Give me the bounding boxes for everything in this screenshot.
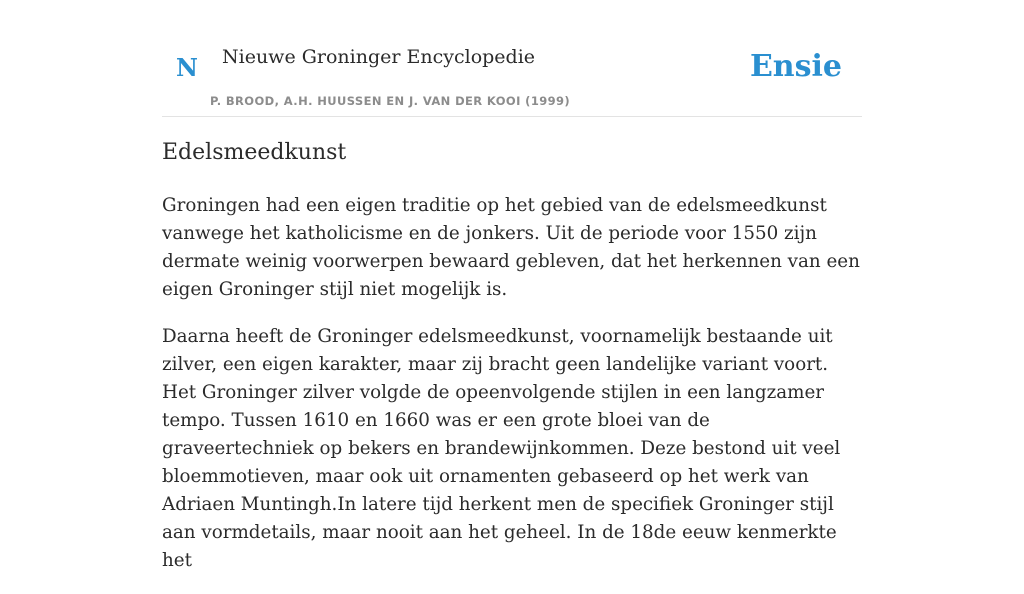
entry-paragraph: Daarna heeft de Groninger edelsmeedkunst, voornamelijk bestaande uit zilver, een eigen karakter, maar zij bracht geen landelijke variant voort. Het Groninger zilver volgde de opeenvolgende stijlen in een langzamer tempo. Tussen 1610 en 1660 was er een grote bloei van de graveertechniek op bekers en brandewijnkommen. Deze bestond uit veel bloemmotieven, maar ook uit ornamenten gebaseerd op het werk van Adriaen Muntingh.In latere tijd herkent men de specifiek Groninger stijl aan vormdetails, maar nooit aan het geheel. In de 18de eeuw kenmerkte het <box>162 326 841 571</box>
source-work-title[interactable]: Nieuwe Groninger Encyclopedie <box>222 46 536 68</box>
entry-paragraph: Groningen had een eigen traditie op het gebied van de edelsmeedkunst vanwege het katholicisme en de jonkers. Uit de periode voor 1550 zijn dermate weinig voorwerpen bewaard gebleven, dat het herkennen van een eigen Groninger stijl niet mogelijk is. <box>162 195 860 300</box>
source-header <box>162 0 862 117</box>
entry-page <box>162 0 862 571</box>
entry-body <box>162 192 862 594</box>
source-logo[interactable]: N <box>176 53 198 82</box>
entry-title: Edelsmeedkunst <box>162 140 347 165</box>
ensie-brand-logo[interactable]: Ensie <box>749 49 842 84</box>
source-authors: P. BROOD, A.H. HUUSSEN EN J. VAN DER KOOI (1999) <box>210 94 571 108</box>
